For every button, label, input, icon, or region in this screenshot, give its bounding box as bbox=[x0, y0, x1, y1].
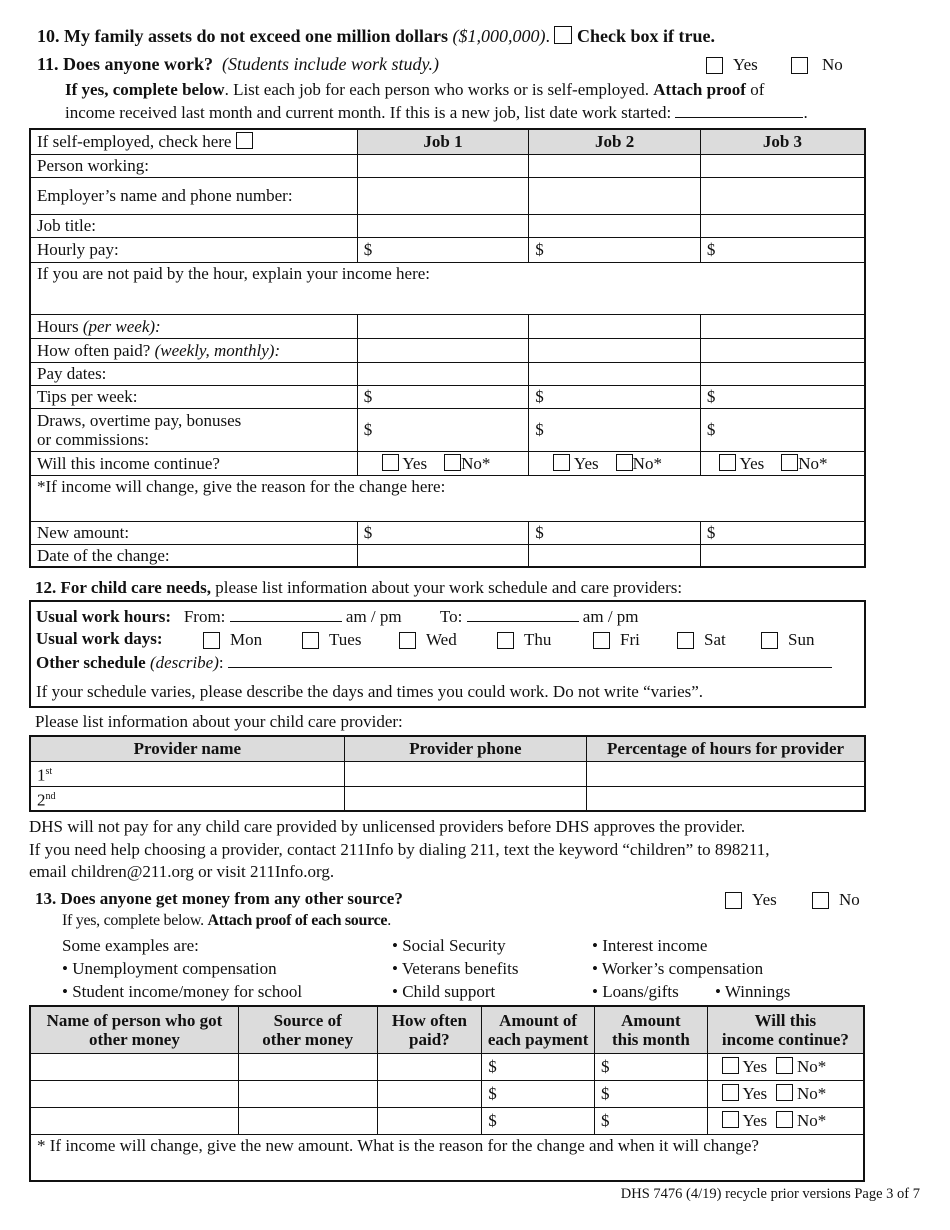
change-reason-field[interactable] bbox=[30, 475, 865, 521]
q11-instr-end: . bbox=[803, 103, 808, 122]
q12-line bbox=[35, 578, 682, 598]
job-3-pay-dates-field[interactable] bbox=[700, 362, 865, 385]
job-1-pay-dates-field[interactable] bbox=[357, 362, 529, 385]
yes-label: Yes bbox=[742, 1057, 768, 1076]
day-thu-option[interactable] bbox=[497, 630, 551, 650]
work-hours-row bbox=[36, 607, 639, 627]
q13-instr-bold: Attach proof of each source bbox=[207, 912, 388, 929]
q10-amount: ($1,000,000) bbox=[452, 26, 546, 46]
examples-label: Some examples are: bbox=[62, 936, 199, 955]
day-tues-option[interactable] bbox=[302, 630, 361, 650]
job-2-pay-dates-field[interactable] bbox=[529, 362, 701, 385]
change-reason-label: *If income will change, give the reason for the change here: bbox=[37, 476, 446, 496]
other-change-field[interactable] bbox=[30, 1134, 864, 1181]
job-2-continue-yes-checkbox[interactable] bbox=[553, 454, 570, 471]
q13-line bbox=[35, 889, 403, 909]
dollar-sign: $ bbox=[488, 1111, 497, 1130]
person-working-label: Person working: bbox=[30, 154, 357, 177]
dhs-notice bbox=[29, 816, 770, 884]
q11-yes-option[interactable] bbox=[706, 55, 758, 75]
q11-instr-3: income received last month and current month. If this is a new job, list date work started: bbox=[65, 103, 672, 122]
other-2-amount-each-field[interactable] bbox=[482, 1080, 595, 1107]
day-sat-option[interactable] bbox=[677, 630, 726, 650]
job-3-draws-field[interactable] bbox=[700, 408, 865, 451]
job-2-person-field[interactable] bbox=[529, 154, 701, 177]
no-label: No* bbox=[796, 1084, 827, 1103]
row-number: 2 bbox=[37, 790, 46, 810]
q10-num: 10. bbox=[37, 26, 60, 46]
provider-name-header: Provider name bbox=[30, 736, 344, 761]
yes-label: Yes bbox=[573, 453, 599, 473]
no-label: No* bbox=[798, 453, 828, 473]
day-wed-checkbox[interactable] bbox=[399, 632, 416, 649]
day-thu-label: Thu bbox=[524, 630, 552, 649]
continue-label: Will this income continue? bbox=[30, 451, 357, 475]
draws-label-cell bbox=[30, 408, 357, 451]
day-fri-label: Fri bbox=[620, 630, 640, 649]
job-2-hourly-field[interactable] bbox=[529, 237, 701, 262]
q11-no-option[interactable] bbox=[791, 55, 843, 75]
other-3-source-field[interactable] bbox=[238, 1107, 377, 1134]
other-1-amount-each-field[interactable] bbox=[482, 1053, 595, 1080]
pay-dates-label: Pay dates: bbox=[30, 362, 357, 385]
other-3-amount-month-field[interactable] bbox=[595, 1107, 708, 1134]
q13-yes-label: Yes bbox=[752, 890, 777, 909]
day-sat-checkbox[interactable] bbox=[677, 632, 694, 649]
from-ampm: am / pm bbox=[345, 607, 402, 626]
new-amount-label: New amount: bbox=[30, 521, 357, 544]
q10-assets-checkbox[interactable] bbox=[554, 26, 572, 44]
colon: : bbox=[218, 653, 224, 672]
other-3-how-often-field[interactable] bbox=[377, 1107, 482, 1134]
provider-1-phone-field[interactable] bbox=[344, 761, 586, 786]
job-1-hourly-field[interactable] bbox=[357, 237, 529, 262]
day-sun-checkbox[interactable] bbox=[761, 632, 778, 649]
q12-num: 12. bbox=[35, 578, 57, 597]
day-sun-label: Sun bbox=[788, 630, 815, 649]
yes-label: Yes bbox=[742, 1111, 768, 1130]
job-2-draws-field[interactable] bbox=[529, 408, 701, 451]
job-1-how-often-field[interactable] bbox=[357, 338, 529, 362]
q11-instr-bold1: If yes, complete below bbox=[65, 80, 225, 99]
day-tues-label: Tues bbox=[329, 630, 362, 649]
q13-instructions bbox=[62, 912, 391, 930]
q11-num: 11. bbox=[37, 54, 59, 74]
job-3-date-change-field[interactable] bbox=[700, 544, 865, 567]
day-mon-label: Mon bbox=[230, 630, 263, 649]
job-2-date-change-field[interactable] bbox=[529, 544, 701, 567]
day-sun-option[interactable] bbox=[761, 630, 814, 650]
other-1-person-field[interactable] bbox=[30, 1053, 238, 1080]
other-2-source-field[interactable] bbox=[238, 1080, 377, 1107]
date-change-label: Date of the change: bbox=[30, 544, 357, 567]
q13-yes-checkbox[interactable] bbox=[725, 892, 742, 909]
dollar-sign: $ bbox=[706, 240, 716, 259]
day-wed-option[interactable] bbox=[399, 630, 457, 650]
job-1-hours-field[interactable] bbox=[357, 314, 529, 338]
other-1-source-field[interactable] bbox=[238, 1053, 377, 1080]
varies-text: If your schedule varies, please describe the days and times you could work. Do not write “varies”. bbox=[36, 682, 704, 701]
provider-1-pct-field[interactable] bbox=[587, 761, 865, 786]
q10-line bbox=[37, 26, 715, 47]
dollar-sign: $ bbox=[535, 420, 544, 439]
draws-label-2: or commissions: bbox=[37, 429, 149, 449]
no-label: No* bbox=[632, 453, 662, 473]
q11-yes-checkbox[interactable] bbox=[706, 57, 723, 74]
example-interest: • Interest income bbox=[592, 936, 708, 955]
amount-each-header-1: Amount of bbox=[499, 1010, 578, 1030]
day-fri-option[interactable] bbox=[593, 630, 640, 650]
dollar-sign: $ bbox=[601, 1057, 610, 1076]
q12-bold: For child care needs, bbox=[60, 578, 211, 597]
dollar-sign: $ bbox=[601, 1111, 610, 1130]
q10-period: . bbox=[545, 26, 550, 46]
other-schedule-note: (describe) bbox=[149, 653, 219, 672]
job-1-draws-field[interactable] bbox=[357, 408, 529, 451]
q11-instructions-line2 bbox=[65, 103, 808, 123]
other-schedule-row bbox=[36, 653, 832, 673]
q12-text: please list information about your work schedule and care providers: bbox=[210, 578, 683, 597]
job-1-date-change-field[interactable] bbox=[357, 544, 529, 567]
q11-instr-2: of bbox=[745, 80, 765, 99]
from-label: From: bbox=[183, 607, 226, 626]
provider-2-phone-field[interactable] bbox=[344, 786, 586, 811]
how-often-note: (weekly, monthly): bbox=[154, 340, 281, 360]
tips-label: Tips per week: bbox=[30, 385, 357, 408]
example-social-security: • Social Security bbox=[392, 936, 506, 955]
page-footer: DHS 7476 (4/19) recycle prior versions Page 3 of 7 bbox=[620, 1186, 920, 1202]
q13-yes-option[interactable] bbox=[725, 890, 777, 910]
will-continue-header-1: Will this bbox=[754, 1010, 817, 1030]
dollar-sign: $ bbox=[363, 240, 373, 259]
dhs-notice-2: If you need help choosing a provider, contact 211Info by dialing 211, text the keyword “children” to 898211, bbox=[29, 839, 770, 859]
will-continue-header-2: income continue? bbox=[721, 1029, 849, 1049]
example-veterans: • Veterans benefits bbox=[392, 959, 519, 978]
q13-no-checkbox[interactable] bbox=[812, 892, 829, 909]
yes-label: Yes bbox=[742, 1084, 768, 1103]
job-2-how-often-field[interactable] bbox=[529, 338, 701, 362]
job-1-tips-field[interactable] bbox=[357, 385, 529, 408]
schedule-box bbox=[29, 600, 866, 708]
q13-instr-end: . bbox=[387, 912, 391, 929]
how-often-label: How often paid? bbox=[37, 340, 151, 360]
person-header-1: Name of person who got bbox=[46, 1010, 223, 1030]
row-number: 1 bbox=[37, 765, 46, 785]
hours-label: Hours bbox=[37, 316, 79, 336]
hours-label-cell bbox=[30, 314, 357, 338]
job-1-header: Job 1 bbox=[357, 129, 529, 154]
row-ordinal: st bbox=[45, 766, 53, 778]
q13-num: 13. bbox=[35, 889, 57, 908]
job-1-continue-cell bbox=[357, 451, 529, 475]
job-1-employer-field[interactable] bbox=[357, 177, 529, 214]
source-header bbox=[238, 1006, 377, 1053]
will-continue-header bbox=[707, 1006, 864, 1053]
dollar-sign: $ bbox=[363, 420, 373, 439]
job-3-continue-cell bbox=[700, 451, 865, 475]
example-student: • Student income/money for school bbox=[62, 982, 303, 1001]
q11-no-label: No bbox=[822, 55, 843, 74]
job-2-continue-no-checkbox[interactable] bbox=[616, 454, 633, 471]
job-2-header: Job 2 bbox=[529, 129, 701, 154]
q13-instr: If yes, complete below. bbox=[62, 912, 208, 929]
job-3-continue-yes-checkbox[interactable] bbox=[719, 454, 736, 471]
q11-instr-bold2: Attach proof bbox=[653, 80, 746, 99]
work-days-label: Usual work days: bbox=[36, 629, 163, 648]
example-winnings: • Winnings bbox=[715, 982, 791, 1001]
job-2-hours-field[interactable] bbox=[529, 314, 701, 338]
q11-text: Does anyone work? bbox=[63, 54, 214, 74]
other-2-person-field[interactable] bbox=[30, 1080, 238, 1107]
other-schedule-field[interactable] bbox=[228, 653, 832, 668]
how-often-header-1: How often bbox=[391, 1010, 467, 1030]
jobs-table bbox=[29, 128, 866, 568]
dhs-notice-1: DHS will not pay for any child care provided by unlicensed providers before DHS approves the provider. bbox=[29, 817, 746, 836]
q10-check-label: Check box if true. bbox=[576, 26, 715, 46]
dollar-sign: $ bbox=[706, 523, 716, 542]
self-employed-label: If self-employed, check here bbox=[37, 132, 232, 152]
day-thu-checkbox[interactable] bbox=[497, 632, 514, 649]
day-fri-checkbox[interactable] bbox=[593, 632, 610, 649]
amount-month-header bbox=[595, 1006, 708, 1053]
other-2-yes-checkbox[interactable] bbox=[722, 1084, 739, 1101]
q11-no-checkbox[interactable] bbox=[791, 57, 808, 74]
how-often-label-cell bbox=[30, 338, 357, 362]
other-1-continue-cell bbox=[707, 1053, 864, 1080]
q11-yes-label: Yes bbox=[733, 55, 758, 74]
how-often-header bbox=[377, 1006, 482, 1053]
job-3-how-often-field[interactable] bbox=[700, 338, 865, 362]
job-3-tips-field[interactable] bbox=[700, 385, 865, 408]
job-2-employer-field[interactable] bbox=[529, 177, 701, 214]
from-time-field[interactable] bbox=[230, 607, 342, 622]
day-mon-checkbox[interactable] bbox=[203, 632, 220, 649]
job-1-continue-yes-checkbox[interactable] bbox=[382, 454, 399, 471]
other-2-no-checkbox[interactable] bbox=[776, 1084, 793, 1101]
source-header-2: other money bbox=[262, 1029, 354, 1049]
other-3-amount-each-field[interactable] bbox=[482, 1107, 595, 1134]
self-employed-checkbox[interactable] bbox=[236, 132, 253, 149]
provider-1-name-field[interactable] bbox=[30, 761, 344, 786]
example-workers-comp: • Worker’s compensation bbox=[592, 959, 764, 978]
job-3-person-field[interactable] bbox=[700, 154, 865, 177]
job-3-header: Job 3 bbox=[700, 129, 865, 154]
amount-month-header-1: Amount bbox=[621, 1010, 681, 1030]
not-hourly-field[interactable] bbox=[30, 262, 865, 314]
example-loans: • Loans/gifts bbox=[592, 982, 679, 1001]
dollar-sign: $ bbox=[488, 1057, 497, 1076]
other-1-yes-checkbox[interactable] bbox=[722, 1057, 739, 1074]
to-label: To: bbox=[439, 607, 463, 626]
job-3-continue-no-checkbox[interactable] bbox=[781, 454, 798, 471]
q13-no-option[interactable] bbox=[812, 890, 860, 910]
job-title-label: Job title: bbox=[30, 214, 357, 237]
other-3-no-checkbox[interactable] bbox=[776, 1111, 793, 1128]
employer-label: Employer’s name and phone number: bbox=[30, 177, 357, 214]
dollar-sign: $ bbox=[601, 1084, 610, 1103]
provider-2-name-field[interactable] bbox=[30, 786, 344, 811]
other-2-how-often-field[interactable] bbox=[377, 1080, 482, 1107]
provider-table bbox=[29, 735, 866, 812]
dhs-notice-3: email children@211.org or visit 211Info.org. bbox=[29, 862, 335, 881]
job-2-tips-field[interactable] bbox=[529, 385, 701, 408]
provider-pct-header: Percentage of hours for provider bbox=[587, 736, 865, 761]
other-2-amount-month-field[interactable] bbox=[595, 1080, 708, 1107]
no-label: No* bbox=[796, 1111, 827, 1130]
dollar-sign: $ bbox=[706, 387, 716, 406]
person-header bbox=[30, 1006, 238, 1053]
q10-text: My family assets do not exceed one million dollars bbox=[64, 26, 448, 46]
job-2-continue-cell bbox=[529, 451, 701, 475]
other-money-table bbox=[29, 1005, 865, 1182]
self-employed-cell bbox=[30, 129, 357, 154]
how-often-header-2: paid? bbox=[409, 1029, 450, 1049]
job-3-employer-field[interactable] bbox=[700, 177, 865, 214]
job-3-hourly-field[interactable] bbox=[700, 237, 865, 262]
day-wed-label: Wed bbox=[426, 630, 457, 649]
other-3-person-field[interactable] bbox=[30, 1107, 238, 1134]
hourly-pay-label: Hourly pay: bbox=[30, 237, 357, 262]
provider-phone-header: Provider phone bbox=[344, 736, 586, 761]
job-1-continue-no-checkbox[interactable] bbox=[444, 454, 461, 471]
source-header-1: Source of bbox=[273, 1010, 342, 1030]
to-ampm: am / pm bbox=[582, 607, 639, 626]
q11-note: (Students include work study.) bbox=[222, 54, 439, 74]
job-2-new-amount-field[interactable] bbox=[529, 521, 701, 544]
job-1-person-field[interactable] bbox=[357, 154, 529, 177]
other-3-continue-cell bbox=[707, 1107, 864, 1134]
to-time-field[interactable] bbox=[467, 607, 579, 622]
job-1-new-amount-field[interactable] bbox=[357, 521, 529, 544]
other-2-continue-cell bbox=[707, 1080, 864, 1107]
q13-text: Does anyone get money from any other source? bbox=[60, 889, 403, 908]
day-sat-label: Sat bbox=[704, 630, 726, 649]
job-3-title-field[interactable] bbox=[700, 214, 865, 237]
q11-instr-1: . List each job for each person who works or is self-employed. bbox=[224, 80, 649, 99]
q11-line bbox=[37, 54, 439, 75]
job-2-title-field[interactable] bbox=[529, 214, 701, 237]
other-schedule-label: Other schedule bbox=[36, 653, 146, 672]
example-unemployment: • Unemployment compensation bbox=[62, 959, 277, 978]
job-3-hours-field[interactable] bbox=[700, 314, 865, 338]
amount-each-header bbox=[482, 1006, 595, 1053]
work-hours-label: Usual work hours: bbox=[36, 607, 172, 626]
yes-label: Yes bbox=[739, 453, 765, 473]
provider-2-pct-field[interactable] bbox=[587, 786, 865, 811]
work-days-row bbox=[36, 629, 163, 649]
row-ordinal: nd bbox=[45, 790, 56, 802]
draws-label-1: Draws, overtime pay, bonuses bbox=[37, 410, 242, 430]
job-1-title-field[interactable] bbox=[357, 214, 529, 237]
dollar-sign: $ bbox=[363, 523, 373, 542]
not-hourly-label: If you are not paid by the hour, explain your income here: bbox=[37, 263, 431, 283]
new-job-date-field[interactable] bbox=[675, 103, 803, 118]
person-header-2: other money bbox=[89, 1029, 180, 1049]
amount-each-header-2: each payment bbox=[487, 1029, 589, 1049]
day-mon-option[interactable] bbox=[203, 630, 262, 650]
dollar-sign: $ bbox=[363, 387, 373, 406]
dollar-sign: $ bbox=[535, 523, 544, 542]
provider-intro: Please list information about your child care provider: bbox=[35, 712, 403, 731]
other-change-label: * If income will change, give the new amount. What is the reason for the change and when it will change? bbox=[37, 1135, 759, 1155]
amount-month-header-2: this month bbox=[611, 1029, 690, 1049]
no-label: No* bbox=[796, 1057, 827, 1076]
day-tues-checkbox[interactable] bbox=[302, 632, 319, 649]
dollar-sign: $ bbox=[488, 1084, 497, 1103]
other-3-yes-checkbox[interactable] bbox=[722, 1111, 739, 1128]
example-child-support: • Child support bbox=[392, 982, 496, 1001]
dollar-sign: $ bbox=[535, 240, 544, 259]
hours-note: (per week): bbox=[82, 316, 161, 336]
dollar-sign: $ bbox=[535, 387, 544, 406]
other-1-how-often-field[interactable] bbox=[377, 1053, 482, 1080]
no-label: No* bbox=[461, 453, 491, 473]
job-3-new-amount-field[interactable] bbox=[700, 521, 865, 544]
dollar-sign: $ bbox=[706, 420, 716, 439]
q13-no-label: No bbox=[839, 890, 860, 909]
q11-instructions bbox=[65, 80, 885, 100]
other-1-amount-month-field[interactable] bbox=[595, 1053, 708, 1080]
yes-label: Yes bbox=[402, 453, 428, 473]
other-1-no-checkbox[interactable] bbox=[776, 1057, 793, 1074]
